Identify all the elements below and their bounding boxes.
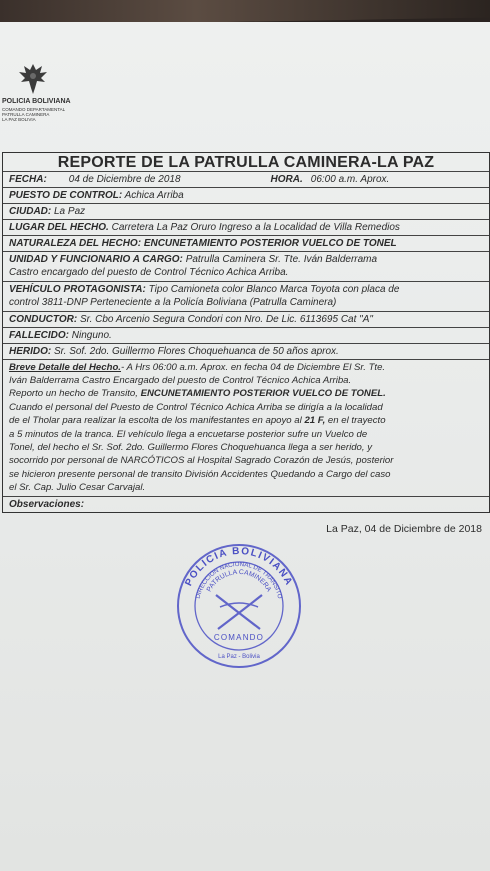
footer-date: La Paz, 04 de Diciembre de 2018 bbox=[326, 523, 482, 535]
detalle-line-1: Iván Balderrama Castro Encargado del puesto de Control Técnico Achica Arriba. bbox=[9, 375, 352, 387]
hora-value: 06:00 a.m. Aprox. bbox=[310, 174, 390, 185]
row-lugar bbox=[3, 220, 489, 236]
ciudad-label: CIUDAD: bbox=[9, 206, 52, 217]
detalle-line-7: en el trayecto bbox=[325, 415, 386, 427]
naturaleza-label: NATURALEZA DEL HECHO: bbox=[9, 238, 142, 249]
row-vehiculo bbox=[3, 282, 489, 312]
detalle-line-2: Reporto un hecho de Transito, bbox=[9, 388, 138, 400]
row-conductor bbox=[3, 312, 489, 328]
row-observaciones bbox=[3, 497, 489, 512]
lugar-value: Carretera La Paz Oruro Ingreso a la Localidad de Villa Remedios bbox=[111, 222, 400, 233]
vehiculo-value-2: control 3811-DNP Perteneciente a la Policía Boliviana (Patrulla Caminera) bbox=[9, 297, 337, 309]
conductor-label: CONDUCTOR: bbox=[9, 313, 78, 325]
stamp-center-text: COMANDO bbox=[213, 633, 265, 642]
org-line-2: COMANDO DEPARTAMENTAL bbox=[2, 107, 66, 112]
stamp-inner-text-2: PATRULLA CAMINERA bbox=[205, 568, 273, 594]
detalle-line-3: ENCUNETAMIENTO POSTERIOR VUELCO DE TONEL. bbox=[140, 388, 386, 400]
detalle-line-8: a 5 minutos de la tranca. El vehículo llega a encuetarse posterior sufre un Vuelco de bbox=[9, 428, 368, 440]
ciudad-value: La Paz bbox=[54, 206, 86, 217]
crossed-swords-icon bbox=[216, 595, 262, 629]
detalle-line-10: socorrido por personal de NARCÓTICOS al Hospital Sagrado Corazón de Jesús, posterior bbox=[9, 455, 394, 467]
stamp-inner-text: DIRECCION NACIONAL DE TRANSITO bbox=[194, 560, 284, 600]
stamp-bottom-text: La Paz - Bolivia bbox=[218, 654, 260, 660]
fecha-value: 04 de Diciembre de 2018 bbox=[68, 174, 181, 185]
row-puesto bbox=[3, 188, 489, 204]
naturaleza-value: ENCUNETAMIENTO POSTERIOR VUELCO DE TONEL bbox=[143, 238, 397, 249]
detalle-line-6: 21 F, bbox=[304, 415, 326, 427]
unidad-value-1: Patrulla Caminera Sr. Tte. Iván Balderrama bbox=[185, 254, 378, 265]
report-title: REPORTE DE LA PATRULLA CAMINERA-LA PAZ bbox=[3, 153, 489, 172]
detalle-line-12: el Sr. Cap. Julio Cesar Carvajal. bbox=[9, 482, 146, 494]
eagle-emblem-icon bbox=[18, 62, 48, 96]
unidad-label: UNIDAD Y FUNCIONARIO A CARGO: bbox=[9, 254, 183, 265]
fecha-label: FECHA: bbox=[9, 174, 47, 185]
org-name: POLICIA BOLIVIANA bbox=[2, 98, 71, 105]
fallecido-label: FALLECIDO: bbox=[9, 329, 69, 341]
detalle-line-0: - A Hrs 06:00 a.m. Aprox. en fecha 04 de Diciembre El Sr. Tte. bbox=[120, 361, 386, 373]
detalle-line-5: de el Tholar para realizar la escolta de los manifestantes en apoyo al bbox=[9, 415, 302, 427]
official-stamp bbox=[176, 543, 302, 669]
org-line-4: LA PAZ BOLIVIA bbox=[2, 117, 36, 122]
conductor-value: Sr. Cbo Arcenio Segura Condori con Nro. De Lic. 6113695 Cat "A" bbox=[79, 313, 373, 325]
row-fallecido bbox=[3, 328, 489, 344]
herido-label: HERIDO: bbox=[9, 345, 52, 357]
fallecido-value: Ninguno. bbox=[71, 329, 112, 341]
puesto-label: PUESTO DE CONTROL: bbox=[9, 190, 123, 201]
row-unidad bbox=[3, 252, 489, 282]
detalle-line-9: Tonel, del hecho el Sr. Sof. 2do. Guillermo Flores Choquehuanca llega a ser herido, y bbox=[9, 442, 372, 454]
stamp-outer-text: POLICIA BOLIVIANA bbox=[183, 545, 295, 588]
detalle-line-4: Cuando el personal del Puesto de Control Técnico Achica Arriba se dirigía a la localidad bbox=[9, 401, 383, 413]
detalle-line-11: se hicieron presente personal de transito División Accidentes Quedando a Cargo del caso bbox=[9, 468, 391, 480]
detalle-label: Breve Detalle del Hecho. bbox=[9, 361, 121, 373]
row-naturaleza bbox=[3, 236, 489, 252]
herido-value: Sr. Sof. 2do. Guillermo Flores Choquehuanca de 50 años aprox. bbox=[54, 345, 339, 357]
report-form bbox=[2, 152, 490, 513]
unidad-value-2: Castro encargado del puesto de Control Técnico Achica Arriba. bbox=[9, 267, 289, 279]
observaciones-label: Observaciones: bbox=[9, 498, 85, 510]
hora-label: HORA. bbox=[270, 174, 303, 185]
vehiculo-value-1: Tipo Camioneta color Blanco Marca Toyota con placa de bbox=[148, 283, 400, 295]
row-detalle bbox=[3, 360, 489, 497]
puesto-value: Achica Arriba bbox=[124, 190, 184, 201]
row-ciudad bbox=[3, 204, 489, 220]
org-line-3: PATRULLA CAMINERA bbox=[2, 112, 50, 117]
row-fecha-hora bbox=[3, 172, 489, 188]
row-herido bbox=[3, 344, 489, 360]
vehiculo-label: VEHÍCULO PROTAGONISTA: bbox=[9, 283, 146, 295]
lugar-label: LUGAR DEL HECHO. bbox=[9, 222, 109, 233]
